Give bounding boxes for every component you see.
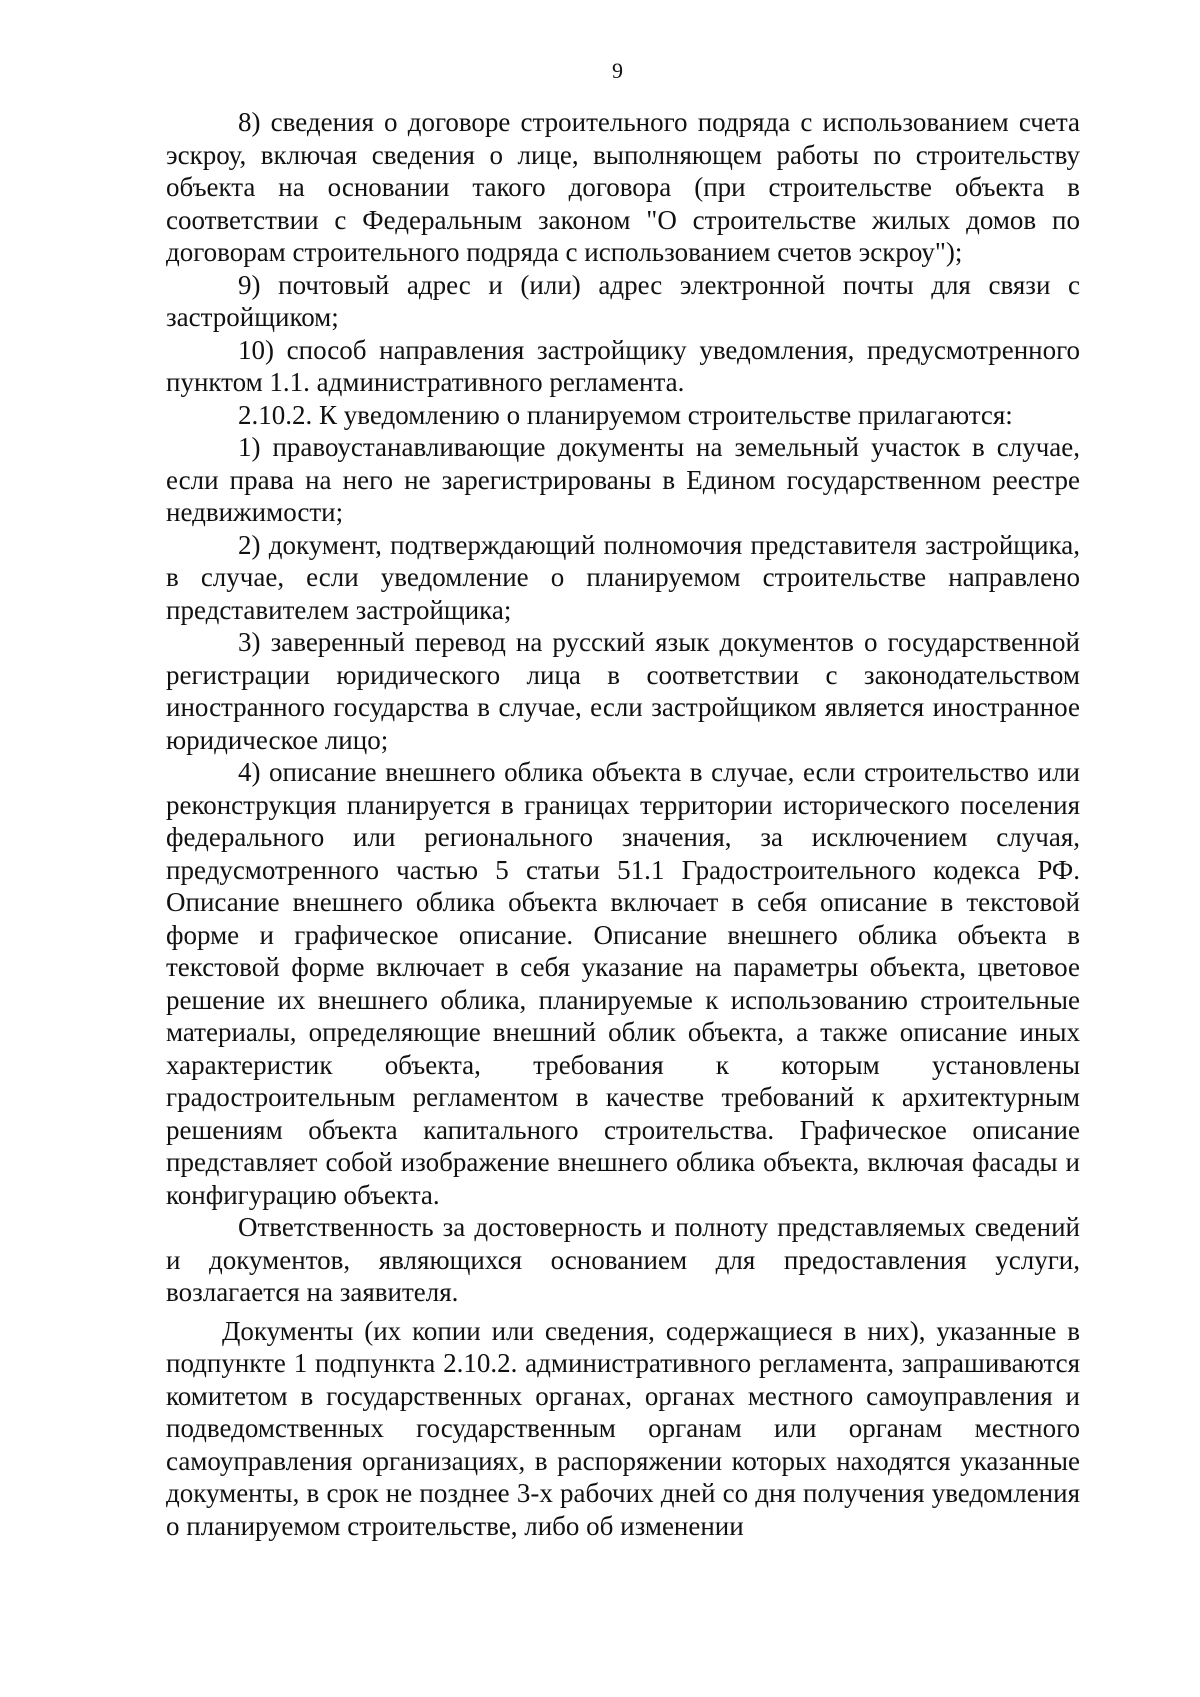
paragraph-attachment-2: 2) документ, подтверждающий полномочия представителя застройщика, в случае, если уведомление о планируемом строительстве направлено представителем застройщика; bbox=[166, 529, 1080, 625]
paragraph-attachment-3: 3) заверенный перевод на русский язык документов о государственной регистрации юридического лица в соответствии с законодательством иностранного государства в случае, если застройщиком является иностранное юридическое лицо; bbox=[166, 627, 1080, 755]
paragraph-section-2-10-2: 2.10.2. К уведомлению о планируемом строительстве прилагаются: bbox=[238, 399, 1013, 430]
paragraph-item-10: 10) способ направления застройщику уведомления, предусмотренного пунктом 1.1. административного регламента. bbox=[166, 334, 1080, 397]
paragraph-documents-request: Документы (их копии или сведения, содержащиеся в них), указанные в подпункте 1 подпункта 2.10.2. административного регламента, запрашиваются комитетом в государственных органах, органах местного самоуправления и подведомственных государственным органам или органам местного самоуправления организациях, в распоряжении которых находятся указанные документы, в срок не позднее 3-х рабочих дней со дня получения уведомления о планируемом строительстве, либо об изменении bbox=[166, 1315, 1080, 1541]
paragraph-item-8: 8) сведения о договоре строительного подряда с использованием счета эскроу, включая сведения о лице, выполняющем работы по строительству объекта на основании такого договора (при строительстве объекта в соответствии с Федеральным законом "О строительстве жилых домов по договорам строительного подряда с использованием счетов эскроу"); bbox=[166, 107, 1080, 267]
paragraph-item-9: 9) почтовый адрес и (или) адрес электронной почты для связи с застройщиком; bbox=[166, 269, 1080, 332]
paragraph-attachment-4: 4) описание внешнего облика объекта в случае, если строительство или реконструкция планируется в границах территории исторического поселения федерального или регионального значения, за исключением случая, предусмотренного частью 5 статьи 51.1 Градостроительного кодекса РФ. Описание внешнего облика объекта включает в себя описание в текстовой форме и графическое описание. Описание внешнего облика объекта в текстовой форме включает в себя указание на параметры объекта, цветовое решение их внешнего облика, планируемые к использованию строительные материалы, определяющие внешний облик объекта, а также описание иных характеристик объекта, требования к которым установлены градостроительным регламентом в качестве требований к архитектурным решениям объекта капитального строительства. Графическое описание представляет собой изображение внешнего облика объекта, включая фасады и конфигурацию объекта. bbox=[166, 757, 1080, 1210]
document-body bbox=[166, 106, 1080, 1542]
page-number: 9 bbox=[612, 58, 623, 83]
paragraph-responsibility: Ответственность за достоверность и полноту представляемых сведений и документов, являющихся основанием для предоставления услуги, возлагается на заявителя. bbox=[166, 1212, 1080, 1307]
paragraph-attachment-1: 1) правоустанавливающие документы на земельный участок в случае, если права на него не зарегистрированы в Едином государственном реестре недвижимости; bbox=[166, 432, 1080, 527]
